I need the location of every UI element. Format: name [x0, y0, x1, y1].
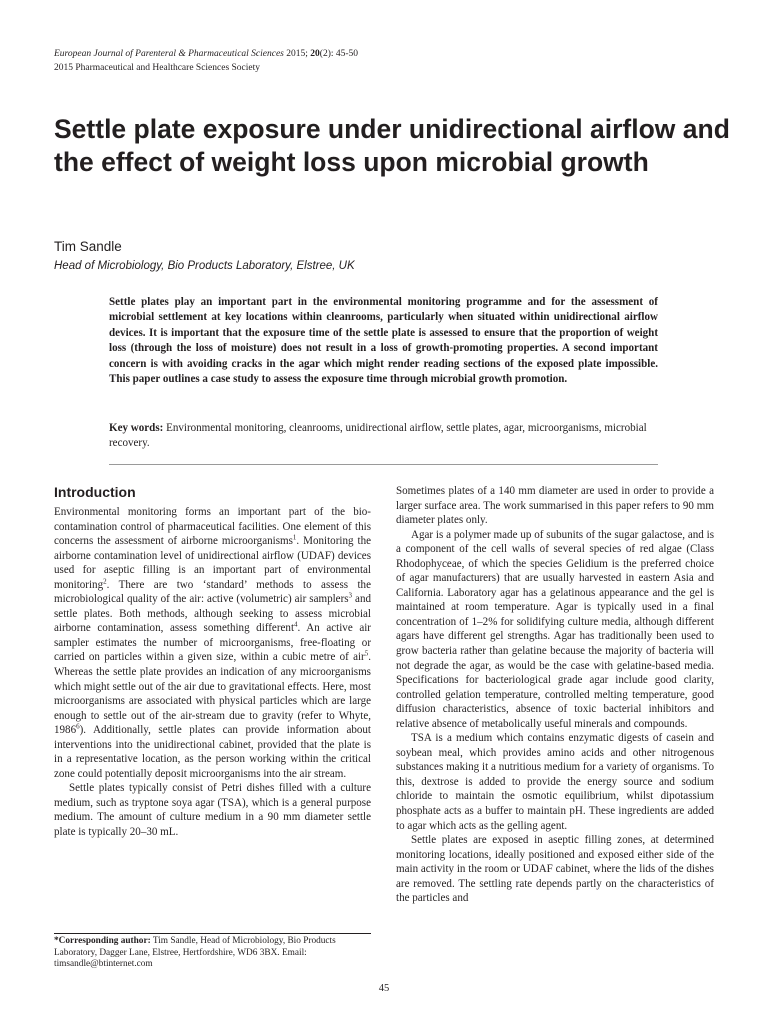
paragraph-intro-1: Environmental monitoring forms an important part of the bio-contamination control of pharmaceutical facilities. One element of this concerns the assessment of airborne microorganisms$^1$. Monitoring the airborne contamination level of unidirectional airflow (UDAF) devices used for aseptic filling is an important part of environmental monitoring$^2$. There are two ‘standard’ methods to assess the microbiological quality of the air: active (volumetric) air samplers$^3$ and settle plates. Both methods, although seeking to assess microbial airborne contamination, assess something different$^4$. An active air sampler estimates the number of microorganisms, free-floating or carried on particles within a given size, within a cubic metre of air$^5$. Whereas the settle plate provides an indication of any microorganisms which might settle out of the air due to gravitational effects. Here, most microorganisms are associated with physical particles which are large enough to settle out of the air-stream due to gravity (refer to Whyte, 1986$^6$). Additionally, settle plates can provide information about interventions into the unidirectional cabinet, provided that the plate is in a representative location, as the person working within the critical zone could potentially deposit microorganisms into the air stream. [54, 506, 371, 780]
footnote-label: *Corresponding author: [54, 936, 151, 946]
paragraph-right-3: TSA is a medium which contains enzymatic digests of casein and soybean meal, which provides amino acids and other nitrogenous substances making it a nutritious medium for a variety of organisms. To this, dextrose is added to provide the energy source and sodium chloride to maintain the osmotic equilibrium, whilst dipotassium phosphate acts as a buffer to maintain pH. These ingredients are added to agar which acts as the gelling agent. [396, 732, 714, 832]
citation-ref: 4 [294, 620, 298, 629]
citation-ref: 3 [348, 591, 353, 600]
journal-citation [54, 47, 358, 61]
citation-ref: 5 [364, 649, 369, 658]
left-column [54, 505, 371, 840]
journal-name: European Journal of Parenteral & Pharmaceutical Sciences [54, 49, 284, 59]
journal-issue-pages: (2): 45-50 [319, 49, 359, 59]
right-column [396, 484, 714, 906]
keywords-text: Environmental monitoring, cleanrooms, unidirectional airflow, settle plates, agar, microorganisms, microbial recovery. [109, 422, 647, 450]
journal-year: 2015; [286, 49, 308, 59]
citation-ref: 1 [292, 533, 297, 542]
citation-ref: 2 [103, 577, 107, 586]
article-title: Settle plate exposure under unidirectional airflow and the effect of weight loss upon microbial growth [54, 114, 730, 177]
author-affiliation: Head of Microbiology, Bio Products Laboratory, Elstree, UK [54, 260, 355, 272]
journal-society: 2015 Pharmaceutical and Healthcare Sciences Society [54, 63, 261, 73]
citation-ref: 6 [76, 722, 80, 731]
footnote-text: Tim Sandle, Head of Microbiology, Bio Products Laboratory, Dagger Lane, Elstree, Hertfordshire, WD6 3BX. Email: timsandle@btinternet.com [54, 936, 336, 970]
abstract-divider [109, 464, 658, 465]
footnote-divider [54, 933, 371, 934]
keywords-label: Key words: [109, 422, 164, 434]
journal-volume: 20 [310, 49, 320, 59]
paragraph-right-4: Settle plates are exposed in aseptic filling zones, at determined monitoring locations, ideally positioned and exposed either side of the main activity in the room or UDAF cabinet, where the lids of the dishes are removed. The settling rate depends partly on the characteristics of the particles and [396, 834, 714, 905]
paragraph-right-1: Sometimes plates of a 140 mm diameter are used in order to provide a larger surface area. The work summarised in this paper refers to 90 mm diameter plates only. [396, 485, 714, 527]
section-heading-introduction: Introduction [54, 484, 136, 500]
author-name: Tim Sandle [54, 239, 122, 254]
keywords [109, 421, 658, 452]
abstract: Settle plates play an important part in the environmental monitoring programme and for the assessment of microbial settlement at key locations within cleanrooms, particularly when situated within unidirectional airflow devices. It is important that the exposure time of the settle plate is assessed to ensure that the proportion of weight loss (through the loss of moisture) does not result in a loss of growth-promoting properties. A second important concern is with avoiding cracks in the agar which might render reading sections of the exposed plate impossible. This paper outlines a case study to assess the exposure time through microbial growth promotion. [109, 296, 658, 386]
paragraph-right-2: Agar is a polymer made up of subunits of the sugar galactose, and is a component of the cell walls of several species of red algae (Class Rhodophyceae, of which the species Gelidium is the preferred choice of agar manufacturers) that are usually harvested in eastern Asia and California. Laboratory agar has a gelatinous appearance and the gel is maintained at room temperature. Agar is typically used in a final concentration of 1–2% for solidifying culture media, although different agars have different gel strengths. Agar has traditionally been used to grow bacteria rather than gelatine because the majority of bacteria will not degrade the agar, as would be the case with gelatine-based media. Specifications for bacteriological grade agar include good clarity, controlled gelation temperature, controlled melting temperature, good diffusion characteristics, absence of toxic bacterial inhibitors and relative absence of metabolically useful minerals and compounds. [396, 528, 714, 730]
page-number: 45 [378, 983, 390, 994]
journal-header [54, 47, 358, 75]
corresponding-author-footnote [54, 936, 371, 971]
paragraph-intro-2: Settle plates typically consist of Petri dishes filled with a culture medium, such as tryptone soya agar (TSA), which is a general purpose medium. The amount of culture medium in a 90 mm diameter settle plate is typically 20–30 mL. [54, 782, 371, 839]
